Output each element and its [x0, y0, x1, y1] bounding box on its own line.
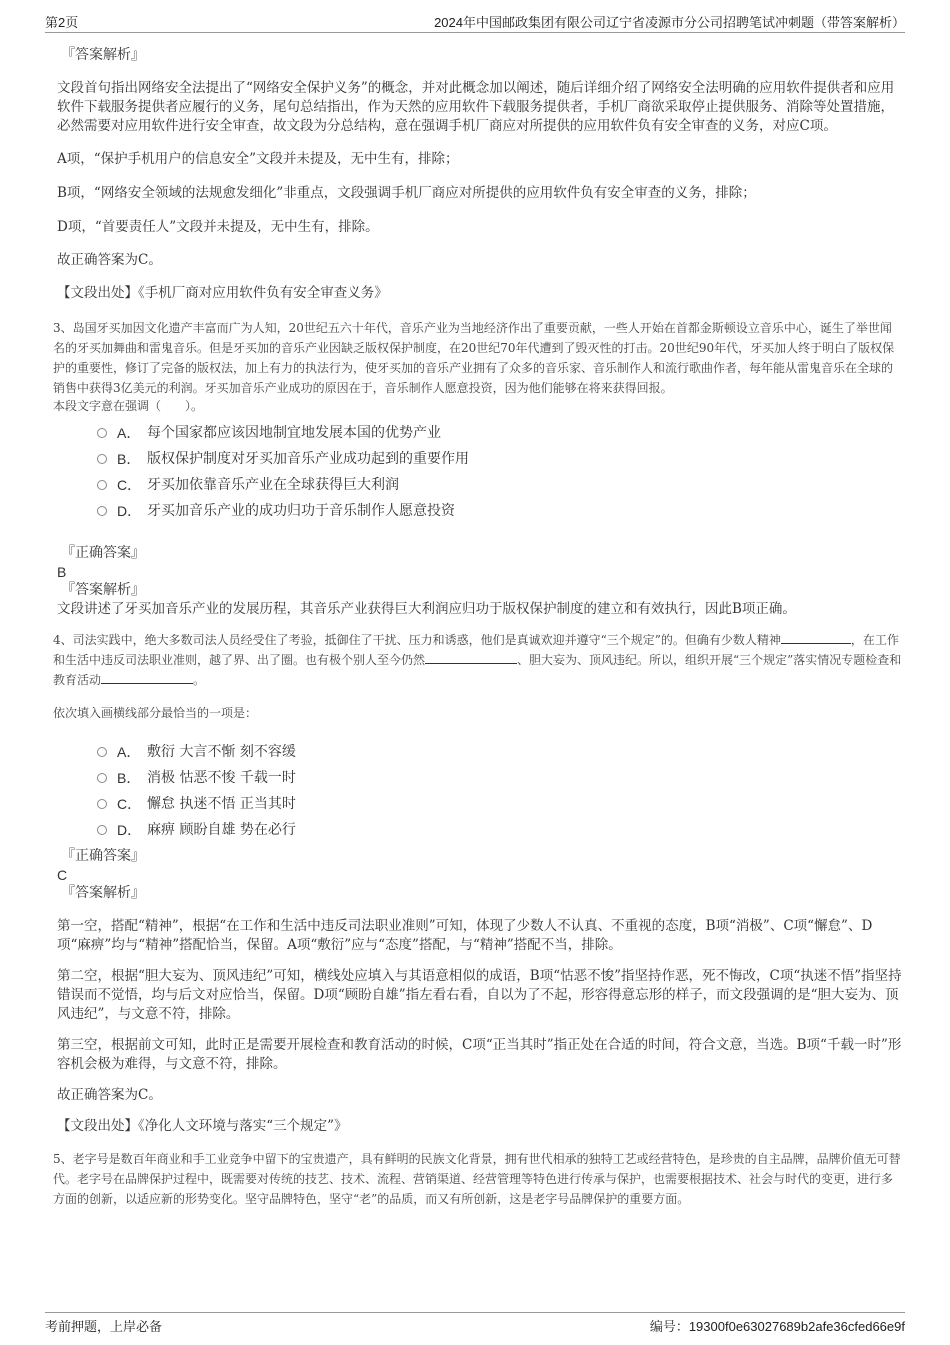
radio-icon[interactable]	[97, 799, 107, 809]
page-header	[45, 12, 905, 33]
q3-stem: 3、岛国牙买加因文化遗产丰富而广为人知，20世纪五六十年代，音乐产业为当地经济作出了重要贡献，一些人开始在首都金斯顿设立音乐中心，诞生了举世闻名的牙买加舞曲和雷鬼音乐。但是牙买加的音乐产业因缺乏版权保护制度，在20世纪70年代遭到了毁灭性的打击。20世纪90年代，牙买加人终于明白了版权保护的重要性，修订了完备的版权法，加上有力的执法行为，使牙买加的音乐产业拥有了众多的音乐家、音乐制作人和流行歌曲作者，每年能从雷鬼音乐在全球的销售中获得3亿美元的利润。牙买加音乐产业成功的原因在于，音乐制作人愿意投资，因为他们能够在将来获得回报。	[53, 321, 895, 395]
radio-icon[interactable]	[97, 428, 107, 438]
blank-2	[425, 651, 517, 664]
q4-source: 【文段出处】《净化人文环境与落实“三个规定”》	[57, 1118, 348, 1134]
page-number: 第2页	[45, 15, 79, 30]
q3-option-a[interactable]: A． 每个国家都应该因地制宜地发展本国的优势产业	[57, 420, 902, 446]
q4-prompt: 依次填入画横线部分最恰当的一项是：	[53, 706, 258, 720]
q4-analysis-label: 『答案解析』	[61, 885, 145, 901]
q2-analysis-label: 『答案解析』	[61, 47, 145, 63]
page-footer	[45, 1312, 905, 1334]
q3-option-b[interactable]: B． 版权保护制度对牙买加音乐产业成功起到的重要作用	[57, 446, 902, 472]
document-id: 编号：19300f0e63027689b2afe36cfed66e9f	[649, 1319, 905, 1334]
q2-conclusion: 故正确答案为C。	[57, 252, 162, 268]
q4-analysis-para-3: 第三空，根据前文可知，此时正是需要开展检查和教育活动的时候，C项“正当其时”指正处在合适的时间，符合文意，当选。B项“千载一时”形容机会极为难得，与文意不符，排除。	[57, 1037, 902, 1072]
blank-3	[101, 671, 193, 684]
q3-prompt: 本段文字意在强调（ ）。	[53, 399, 204, 413]
radio-icon[interactable]	[97, 747, 107, 757]
document-body	[53, 46, 902, 1209]
q4-answer-label: 『正确答案』	[61, 848, 145, 864]
q4-analysis-para-1: 第一空，搭配“精神”，根据“在工作和生活中违反司法职业准则”可知，体现了少数人不认真、不重视的态度，B项“消极”、C项“懈怠”、D项“麻痹”均与“精神”搭配恰当，保留。A项“敷衍”应与“态度”搭配，与“精神”搭配不当，排除。	[57, 918, 873, 953]
q3-analysis-text: 文段讲述了牙买加音乐产业的发展历程，其音乐产业获得巨大利润应归功于版权保护制度的建立和有效执行，因此B项正确。	[57, 601, 796, 617]
q3-answer: B	[57, 564, 67, 580]
q3-analysis-label: 『答案解析』	[61, 582, 145, 598]
q2-analysis-line-b: B项，“网络安全领域的法规愈发细化”非重点，文段强调手机厂商应对所提供的应用软件负有安全审查的义务，排除；	[57, 185, 756, 201]
radio-icon[interactable]	[97, 506, 107, 516]
q4-option-b[interactable]: B． 消极 怙恶不悛 千载一时	[57, 765, 902, 791]
radio-icon[interactable]	[97, 773, 107, 783]
q3-answer-label: 『正确答案』	[61, 545, 145, 561]
q4-option-a[interactable]: A． 敷衍 大言不惭 刻不容缓	[57, 739, 902, 765]
q4-option-c[interactable]: C． 懈怠 执迷不悟 正当其时	[57, 791, 902, 817]
q3-option-c[interactable]: C． 牙买加依靠音乐产业在全球获得巨大利润	[57, 472, 902, 498]
q2-analysis-text: 文段首句指出网络安全法提出了“网络安全保护义务”的概念，并对此概念加以阐述，随后详细介绍了网络安全法明确的应用软件提供者和应用软件下载服务提供者应履行的义务，尾句总结指出，作为天然的应用软件下载服务提供者，手机厂商欲采取停止提供服务、消除等处置措施，必然需要对应用软件进行安全审查，故文段为分总结构，意在强调手机厂商应对所提供的应用软件负有安全审查的义务，对应C项。	[57, 80, 895, 134]
radio-icon[interactable]	[97, 454, 107, 464]
q4-stem: 4、司法实践中，绝大多数司法人员经受住了考验，抵御住了干扰、压力和诱惑，他们是真诚欢迎并遵守“三个规定”的。但确有少数人精神 ，在工作和生活中违反司法职业准则，越了界、出了圈。也有极个别人至今仍然 、胆大妄为、顶风违纪。所以，组织开展“三个规定”落实情况专题检查和教育活动 。	[53, 633, 902, 687]
q4-options	[57, 739, 902, 843]
q5-stem: 5、老字号是数百年商业和手工业竞争中留下的宝贵遗产，具有鲜明的民族文化背景，拥有世代相承的独特工艺或经营特色，是珍贵的自主品牌，品牌价值无可替代。老字号在品牌保护过程中，既需要对传统的技艺、技术、流程、营销渠道、经营管理等特色进行传承与保护，也需要根据技术、社会与时代的变更，进行多方面的创新，以适应新的形势变化。坚守品牌特色，坚守“老”的品质，而又有所创新，这是老字号品牌保护的重要方面。	[53, 1152, 901, 1206]
q3-option-d[interactable]: D． 牙买加音乐产业的成功归功于音乐制作人愿意投资	[57, 498, 902, 524]
q3-options	[57, 420, 902, 524]
q4-analysis-para-2: 第二空，根据“胆大妄为、顶风违纪”可知，横线处应填入与其语意相似的成语，B项“怙恶不悛”指坚持作恶，死不悔改，C项“执迷不悟”指坚持错误而不觉悟，均与后文对应恰当，保留。D项“顾盼自雄”指左看右看，自以为了不起，形容得意忘形的样子，而文段强调的是“胆大妄为、顶风违纪”，与文意不符，排除。	[57, 968, 902, 1022]
blank-1	[781, 631, 851, 644]
q2-analysis-line-a: A项，“保护手机用户的信息安全”文段并未提及，无中生有，排除；	[57, 151, 459, 167]
q4-option-d[interactable]: D． 麻痹 顾盼自雄 势在必行	[57, 817, 902, 843]
q4-answer: C	[57, 867, 68, 883]
radio-icon[interactable]	[97, 825, 107, 835]
footer-slogan: 考前押题，上岸必备	[45, 1319, 163, 1334]
q2-analysis-line-d: D项，“首要责任人”文段并未提及，无中生有，排除。	[57, 219, 379, 235]
q2-source: 【文段出处】《手机厂商对应用软件负有安全审查义务》	[57, 285, 388, 301]
q4-conclusion: 故正确答案为C。	[57, 1087, 162, 1103]
document-title: 2024年中国邮政集团有限公司辽宁省凌源市分公司招聘笔试冲刺题（带答案解析）	[434, 15, 905, 30]
radio-icon[interactable]	[97, 480, 107, 490]
